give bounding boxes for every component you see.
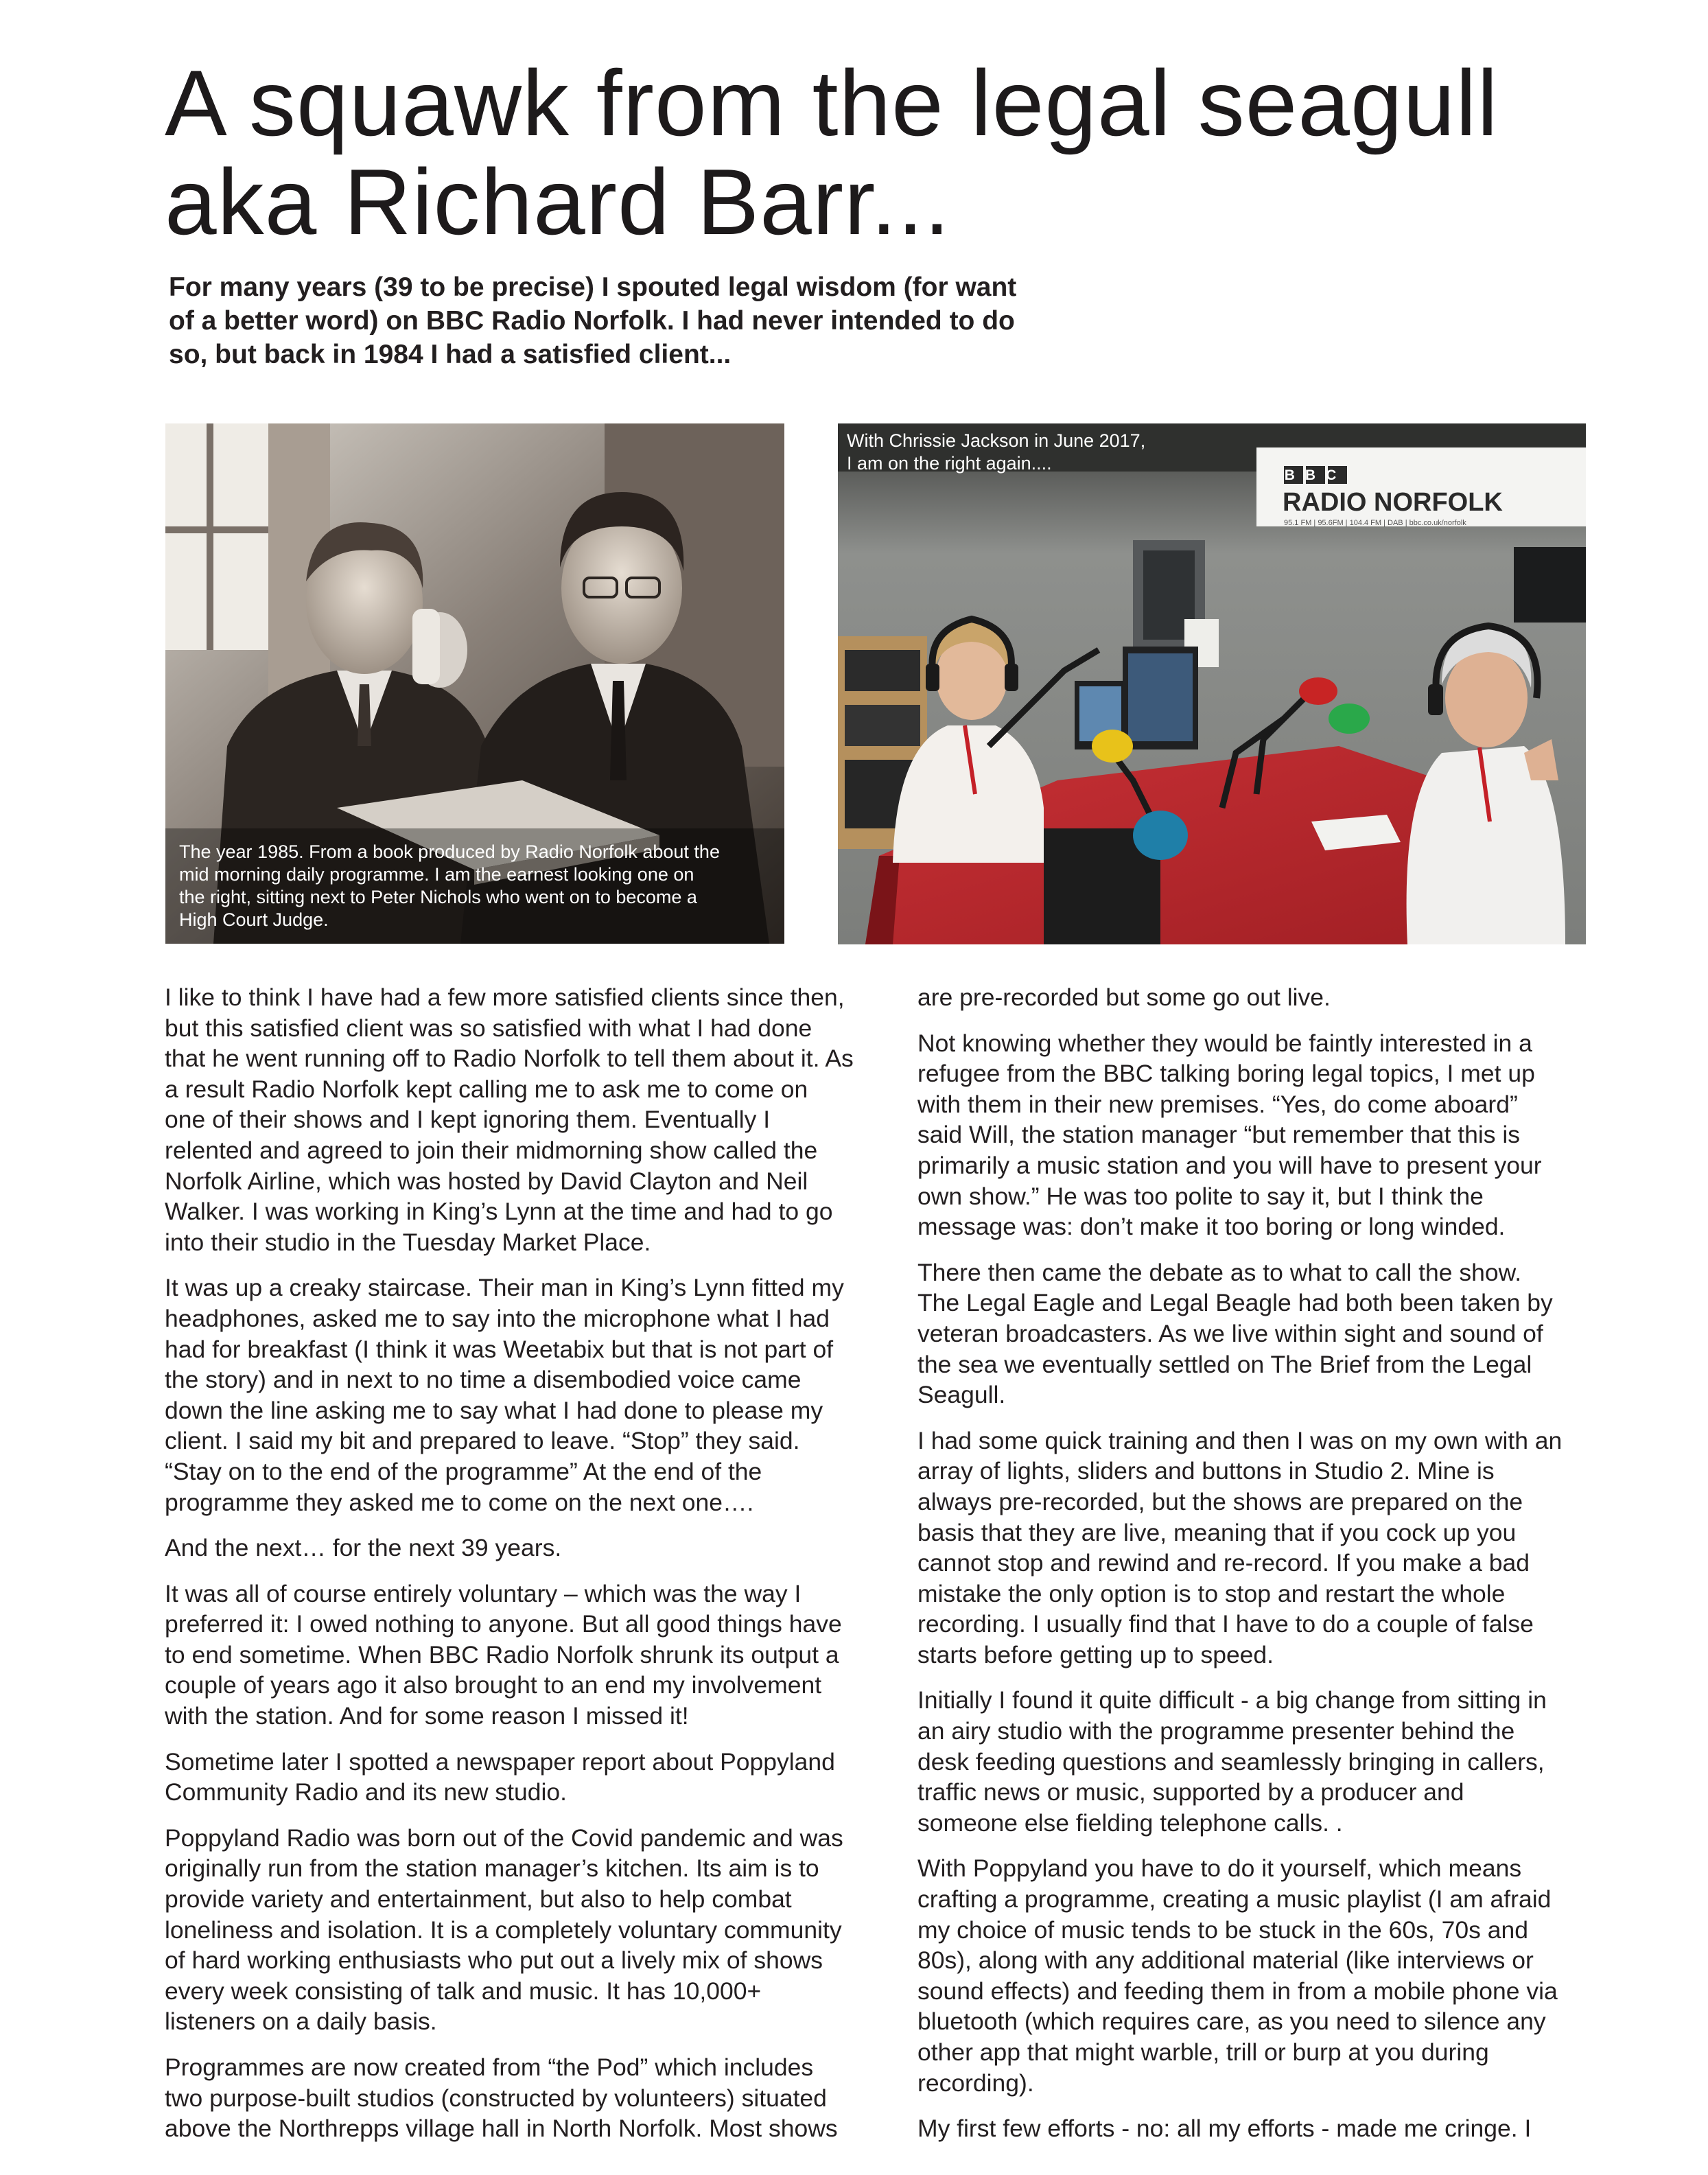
body-line: Norfolk Airline, which was hosted by David Clayton and Neil <box>165 1167 808 1195</box>
body-line: couple of years ago it also brought to an end my involvement <box>165 1671 822 1699</box>
body-line: recording. I usually find that I have to do a couple of false <box>917 1610 1534 1638</box>
body-line: that he went running off to Radio Norfolk to tell them about it. As <box>165 1045 854 1073</box>
body-paragraph <box>165 1533 878 1563</box>
body-line: a result Radio Norfolk kept calling me to ask me to come on <box>165 1075 808 1103</box>
body-line: down the line asking me to say what I had done to please my <box>165 1396 823 1424</box>
body-paragraph <box>165 1272 878 1517</box>
body-line: veteran broadcasters. As we live within sight and sound of <box>917 1319 1543 1347</box>
body-line: always pre-recorded, but the shows are prepared on the <box>917 1487 1523 1515</box>
body-line: Walker. I was working in King’s Lynn at the time and had to go <box>165 1198 833 1226</box>
photo-studio-caption <box>847 430 1231 475</box>
body-line: The Legal Eagle and Legal Beagle had both been taken by <box>917 1289 1553 1317</box>
body-paragraph <box>165 1747 878 1808</box>
body-line: an airy studio with the programme presenter behind the <box>917 1717 1515 1745</box>
body-paragraph <box>917 1426 1604 1671</box>
body-line: primarily a music station and you will have to present your <box>917 1151 1542 1179</box>
body-line: “Stay on to the end of the programme” At the end of the <box>165 1457 762 1485</box>
caption-line: the right, sitting next to Peter Nichols who went on to become a <box>179 887 697 907</box>
body-line: Poppyland Radio was born out of the Covid pandemic and was <box>165 1824 843 1852</box>
body-line: message was: don’t make it too boring or long winded. <box>917 1213 1506 1241</box>
studio-illustration <box>838 423 1586 944</box>
body-line: originally run from the station manager’s kitchen. Its aim is to <box>165 1854 819 1883</box>
photo-1985-portrait <box>165 423 784 944</box>
body-line: someone else fielding telephone calls. . <box>917 1808 1343 1837</box>
body-line: bluetooth (which requires care, as you need to silence any <box>917 2008 1546 2036</box>
body-paragraph <box>917 2113 1604 2144</box>
body-line: refugee from the BBC talking boring legal topics, I met up <box>917 1060 1535 1088</box>
body-line: My first few efforts - no: all my efforts - made me cringe. I <box>917 2115 1532 2143</box>
standfirst-line: of a better word) on BBC Radio Norfolk. I had never intended to do <box>169 306 1015 336</box>
body-line: two purpose-built studios (constructed by volunteers) situated <box>165 2084 827 2112</box>
body-line: above the Northrepps village hall in North Norfolk. Most shows <box>165 2115 838 2143</box>
body-paragraph <box>917 1853 1604 2098</box>
body-line: crafting a programme, creating a music playlist (I am afraid <box>917 1885 1552 1914</box>
body-line: relented and agreed to join their midmorning show called the <box>165 1136 818 1164</box>
body-paragraph <box>917 1028 1604 1242</box>
body-line: of hard working enthusiasts who put out a lively mix of shows <box>165 1946 823 1975</box>
body-line: loneliness and isolation. It is a completely voluntary community <box>165 1916 842 1944</box>
body-paragraph <box>165 1823 878 2037</box>
mic-yellow <box>1092 730 1133 763</box>
body-line: the story) and in next to no time a disembodied voice came <box>165 1366 802 1394</box>
body-line: desk feeding questions and seamlessly bringing in callers, <box>917 1747 1545 1776</box>
body-line: recording). <box>917 2069 1034 2097</box>
body-column-left <box>165 982 878 2159</box>
photo-1985-caption <box>179 841 769 931</box>
mic-blue <box>1133 811 1188 860</box>
standfirst <box>169 270 1102 371</box>
body-line: my choice of music tends to be stuck in the 60s, 70s and <box>917 1916 1528 1944</box>
standfirst-line: so, but back in 1984 I had a satisfied client... <box>169 340 732 369</box>
title-line-2: aka Richard Barr... <box>165 150 951 254</box>
body-line: own show.” He was too polite to say it, but I think the <box>917 1182 1484 1210</box>
body-line: with the station. And for some reason I missed it! <box>165 1702 689 1730</box>
article-title <box>165 51 1674 254</box>
body-line: traffic news or music, supported by a producer and <box>917 1778 1464 1806</box>
body-line: headphones, asked me to say into the microphone what I had <box>165 1304 830 1332</box>
sign-station: RADIO NORFOLK <box>1283 488 1503 517</box>
caption-line: I am on the right again.... <box>847 453 1052 474</box>
body-line: preferred it: I owed nothing to anyone. But all good things have <box>165 1610 842 1638</box>
body-line: Sometime later I spotted a newspaper report about Poppyland <box>165 1747 835 1776</box>
title-line-1: A squawk from the legal seagull <box>165 51 1499 155</box>
body-line: sound effects) and feeding them in from a mobile phone via <box>917 1977 1558 2005</box>
body-line: every week consisting of talk and music. It has 10,000+ <box>165 1977 762 2005</box>
body-line: had for breakfast (I think it was Weetabix but that is not part of <box>165 1335 834 1363</box>
body-paragraph <box>917 982 1604 1013</box>
caption-line: With Chrissie Jackson in June 2017, <box>847 430 1146 451</box>
body-line: Seagull. <box>917 1381 1006 1409</box>
caption-line: The year 1985. From a book produced by Radio Norfolk about the <box>179 841 720 862</box>
body-line: programme they asked me to come on the next one…. <box>165 1488 754 1516</box>
bbc-radio-norfolk-sign <box>1256 447 1586 527</box>
sign-bbc: BBC <box>1284 467 1347 483</box>
body-line: starts before getting up to speed. <box>917 1640 1274 1668</box>
body-line: other app that might warble, trill or burp at you during <box>917 2038 1489 2066</box>
body-line: I had some quick training and then I was on my own with an <box>917 1426 1563 1454</box>
body-line: into their studio in the Tuesday Market Place. <box>165 1228 651 1256</box>
body-paragraph <box>165 1579 878 1732</box>
body-line: It was all of course entirely voluntary – which was the way I <box>165 1579 802 1607</box>
body-line: with them in their new premises. “Yes, do come aboard” <box>917 1090 1518 1118</box>
photo-studio-2017 <box>838 423 1586 944</box>
body-line: to end sometime. When BBC Radio Norfolk shrunk its output a <box>165 1640 839 1668</box>
body-line: I like to think I have had a few more satisfied clients since then, <box>165 984 845 1011</box>
body-line: the sea we eventually settled on The Brief from the Legal <box>917 1350 1532 1378</box>
body-line: It was up a creaky staircase. Their man in King’s Lynn fitted my <box>165 1274 844 1302</box>
body-line: provide variety and entertainment, but also to help combat <box>165 1885 792 1914</box>
body-line: With Poppyland you have to do it yourself, which means <box>917 1854 1522 1883</box>
body-line: Initially I found it quite difficult - a big change from sitting in <box>917 1686 1547 1714</box>
mic-green <box>1329 703 1370 734</box>
body-paragraph <box>917 1257 1604 1410</box>
body-paragraph <box>917 1685 1604 1838</box>
body-line: client. I said my bit and prepared to leave. “Stop” they said. <box>165 1427 800 1455</box>
body-line: listeners on a daily basis. <box>165 2008 437 2036</box>
body-line: mistake the only option is to stop and restart the whole <box>917 1579 1506 1607</box>
sign-frequencies: 95.1 FM | 95.6FM | 104.4 FM | DAB | bbc.co.uk/norfolk <box>1284 519 1466 527</box>
body-line: Not knowing whether they would be faintly interested in a <box>917 1029 1532 1057</box>
body-line: Community Radio and its new studio. <box>165 1778 568 1806</box>
body-line: There then came the debate as to what to call the show. <box>917 1258 1522 1286</box>
body-column-right <box>917 982 1604 2159</box>
body-line: but this satisfied client was so satisfied with what I had done <box>165 1014 812 1042</box>
body-line: said Will, the station manager “but remember that this is <box>917 1121 1521 1149</box>
caption-line: mid morning daily programme. I am the earnest looking one on <box>179 864 694 885</box>
caption-line: High Court Judge. <box>179 909 329 930</box>
body-line: 80s), along with any additional material (like interviews or <box>917 1946 1534 1975</box>
body-line: array of lights, sliders and buttons in Studio 2. Mine is <box>917 1457 1495 1485</box>
mic-red <box>1299 677 1337 705</box>
body-paragraph <box>165 2052 878 2144</box>
body-line: are pre-recorded but some go out live. <box>917 984 1331 1011</box>
body-line: cannot stop and rewind and re-record. If you make a bad <box>917 1549 1530 1577</box>
body-line: Programmes are now created from “the Pod” which includes <box>165 2054 814 2081</box>
standfirst-line: For many years (39 to be precise) I spouted legal wisdom (for want <box>169 272 1017 302</box>
body-line: one of their shows and I kept ignoring them. Eventually I <box>165 1106 771 1134</box>
body-line: And the next… for the next 39 years. <box>165 1534 562 1562</box>
body-paragraph <box>165 982 878 1257</box>
body-line: basis that they are live, meaning that if you cock up you <box>917 1518 1517 1546</box>
